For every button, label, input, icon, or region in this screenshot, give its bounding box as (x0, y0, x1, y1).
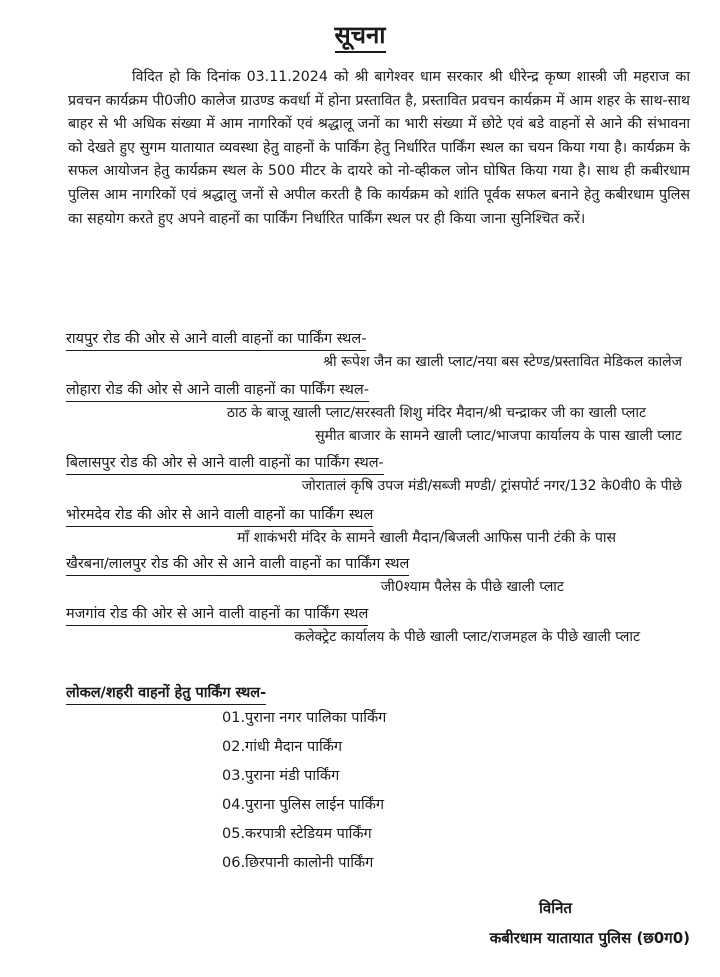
section-heading: रायपुर रोड की ओर से आने वाली वाहनों का पार्किंग स्थल- (66, 328, 366, 351)
section-location: माँ शाकंभरी मंदिर के सामने खाली मैदान/बिजली आफिस पानी टंकी के पास (237, 530, 616, 546)
section-location: ठाठ के बाजू खाली प्लाट/सरस्वती शिशु मंदिर मैदान/श्री चन्द्राकर जी का खाली प्लाट (226, 405, 646, 421)
parking-section-majgaon (66, 603, 696, 649)
section-location: सुमीत बाजार के सामने खाली प्लाट/भाजपा कार्यालय के पास खाली प्लाट (315, 428, 682, 444)
parking-section-lohara (66, 379, 696, 448)
section-location: कलेक्ट्रेट कार्यालय के पीछे खाली प्लाट/राजमहल के पीछे खाली प्लाट (294, 629, 640, 645)
list-item: 05.करपात्री स्टेडियम पार्किंग (222, 826, 372, 842)
signature-closing: विनित (539, 899, 572, 917)
list-item: 03.पुराना मंडी पार्किंग (222, 768, 340, 784)
notice-intro-paragraph: विदित हो कि दिनांक 03.11.2024 को श्री बागेश्वर धाम सरकार श्री धीरेन्द्र कृष्ण शास्त्री जी महराज का प्रवचन कार्यक्रम पी0जी0 कालेज ग्राउण्ड कवर्धा में होना प्रस्तावित है, प्रस्तावित प्रवचन कार्यक्रम में आम शहर के साथ-साथ बाहर से भी अधिक संख्या में आम नागरिकों एवं श्रद्धालू जनों का भारी संख्या में छोटे एवं बडे वाहनों से आने की संभावना को देखते हुए सुगम यातायात व्यवस्था हेतु वाहनों के पार्किंग हेतु निर्धारित पार्किंग स्थल का चयन किया गया है। कार्यक्रम के सफल आयोजन हेतु कार्यक्रम स्थल के 500 मीटर के दायरे को नो-व्हीकल जोन घोषित किया गया है। साथ ही कबीरधाम पुलिस आम नागरिकों एवं श्रद्धालु जनों से अपील करती है कि कार्यक्रम को शांति पूर्वक सफल बनाने हेतु कबीरधाम पुलिस का सहयोग करते हुए अपने वाहनों का पार्किंग निर्धारित पार्किंग स्थल पर ही किया जाना सुनिश्चित करें। (68, 69, 690, 227)
section-location: जोरातालं कृषि उपज मंडी/सब्जी मण्डी/ ट्रांसपोर्ट नगर/132 के0वी0 के पीछे (301, 478, 682, 494)
local-parking-heading: लोकल/शहरी वाहनों हेतु पार्किंग स्थल- (66, 682, 266, 705)
list-item: 01.पुराना नगर पालिका पार्किंग (222, 710, 387, 726)
parking-section-raipur (66, 328, 696, 374)
parking-section-bhoramdev (66, 504, 696, 550)
section-heading: बिलासपुर रोड की ओर से आने वाली वाहनों का पार्किंग स्थल- (66, 452, 384, 475)
notice-title-wrap (0, 18, 720, 51)
parking-section-khairbana-lalpur (66, 553, 696, 599)
notice-title: सूचना (335, 21, 386, 53)
parking-section-bilaspur (66, 452, 696, 498)
list-item: 02.गांधी मैदान पार्किंग (222, 739, 343, 755)
section-heading: भोरमदेव रोड की ओर से आने वाली वाहनों का पार्किंग स्थल (66, 504, 373, 527)
list-item: 06.छिरपानी कालोनी पार्किंग (222, 855, 374, 871)
section-location: श्री रूपेश जैन का खाली प्लाट/नया बस स्टेण्ड/प्रस्तावित मेडिकल कालेज (323, 354, 682, 370)
section-heading: मजगांव रोड की ओर से आने वाली वाहनों का पार्किंग स्थल (66, 603, 368, 626)
section-heading: खैरबना/लालपुर रोड की ओर से आने वाली वाहनों का पार्किंग स्थल (66, 553, 409, 576)
section-heading: लोहारा रोड की ओर से आने वाली वाहनों का पार्किंग स्थल- (66, 379, 369, 402)
list-item: 04.पुराना पुलिस लाईन पार्किंग (222, 797, 385, 813)
section-location: जी0श्याम पैलेस के पीछे खाली प्लाट (380, 579, 564, 595)
signature-authority: कबीरधाम यातायात पुलिस (छ0ग0) (489, 929, 690, 947)
local-parking-list (222, 704, 386, 878)
signature-block (490, 893, 690, 953)
